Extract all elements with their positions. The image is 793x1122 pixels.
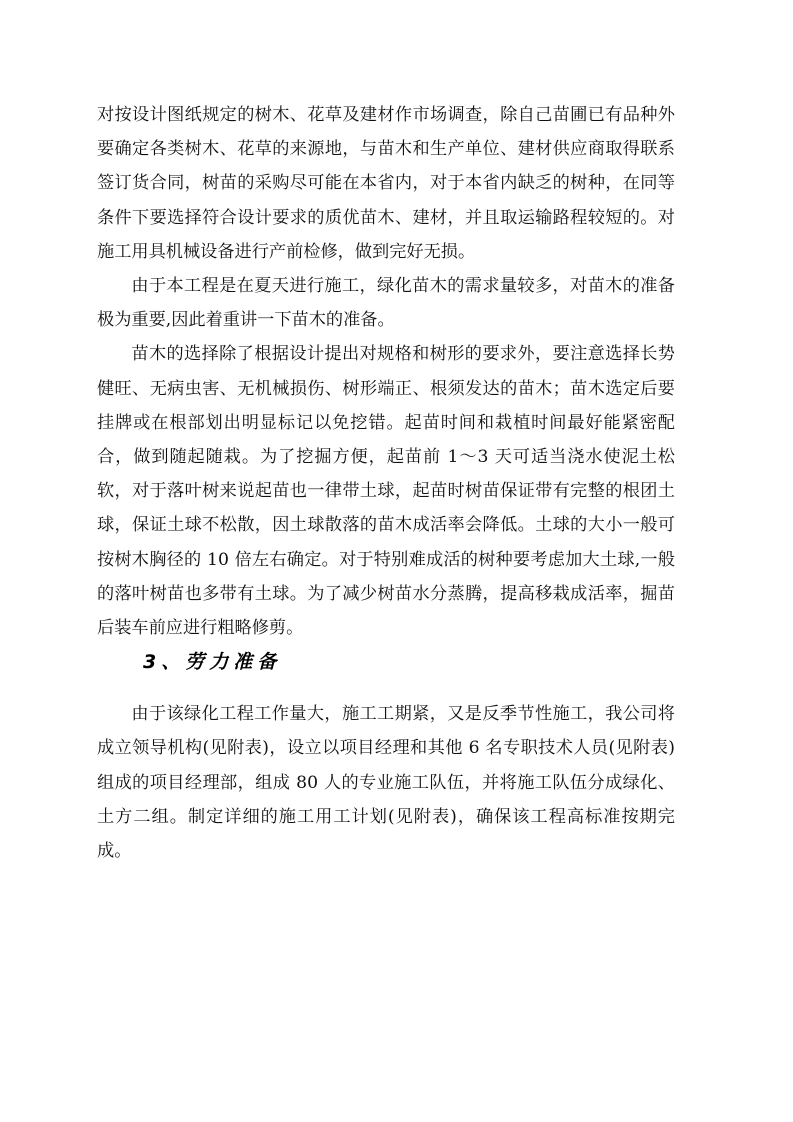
- paragraph-procurement: 对按设计图纸规定的树木、花草及建材作市场调查，除自己苗圃已有品种外要确定各类树木、花草的来源地，与苗木和生产单位、建材供应商取得联系签订货合同，树苗的采购尽可能在本省内，对于本省内缺乏的树种，在同等条件下要选择符合设计要求的质优苗木、建材，并且取运输路程较短的。对施工用具机械设备进行产前检修，做到完好无损。: [97, 105, 675, 262]
- section-heading-labor-preparation: 3、劳力准备: [143, 651, 282, 674]
- paragraph-labor-preparation: 由于该绿化工程工作量大，施工工期紧，又是反季节性施工，我公司将成立领导机构(见附表)，设立以项目经理和其他 6 名专职技术人员(见附表) 组成的项目经理部，组成 80 人的专业施工队伍，并将施工队伍分成绿化、土方二组。制定详细的施工用工计划(见附表)，确保该工程高标准按期完成。: [97, 704, 675, 862]
- paragraph-seedling-selection: 苗木的选择除了根据设计提出对规格和树形的要求外，要注意选择长势健旺、无病虫害、无机械损伤、树形端正、根须发达的苗木；苗木选定后要挂牌或在根部划出明显标记以免挖错。起苗时间和栽植时间最好能紧密配合，做到随起随栽。为了挖掘方便，起苗前 1～3 天可适当浇水使泥土松软，对于落叶树来说起苗也一律带土球，起苗时树苗保证带有完整的根团土球，保证土球不松散，因土球散落的苗木成活率会降低。土球的大小一般可按树木胸径的 10 倍左右确定。对于特别难成活的树种要考虑加大土球,一般的落叶树苗也多带有土球。为了减少树苗水分蒸腾，提高移栽成活率，掘苗后装车前应进行粗略修剪。: [97, 344, 675, 639]
- paragraph-summer-construction: 由于本工程是在夏天进行施工，绿化苗木的需求量较多，对苗木的准备极为重要,因此着重讲一下苗木的准备。: [97, 276, 675, 331]
- document-body: [97, 98, 675, 868]
